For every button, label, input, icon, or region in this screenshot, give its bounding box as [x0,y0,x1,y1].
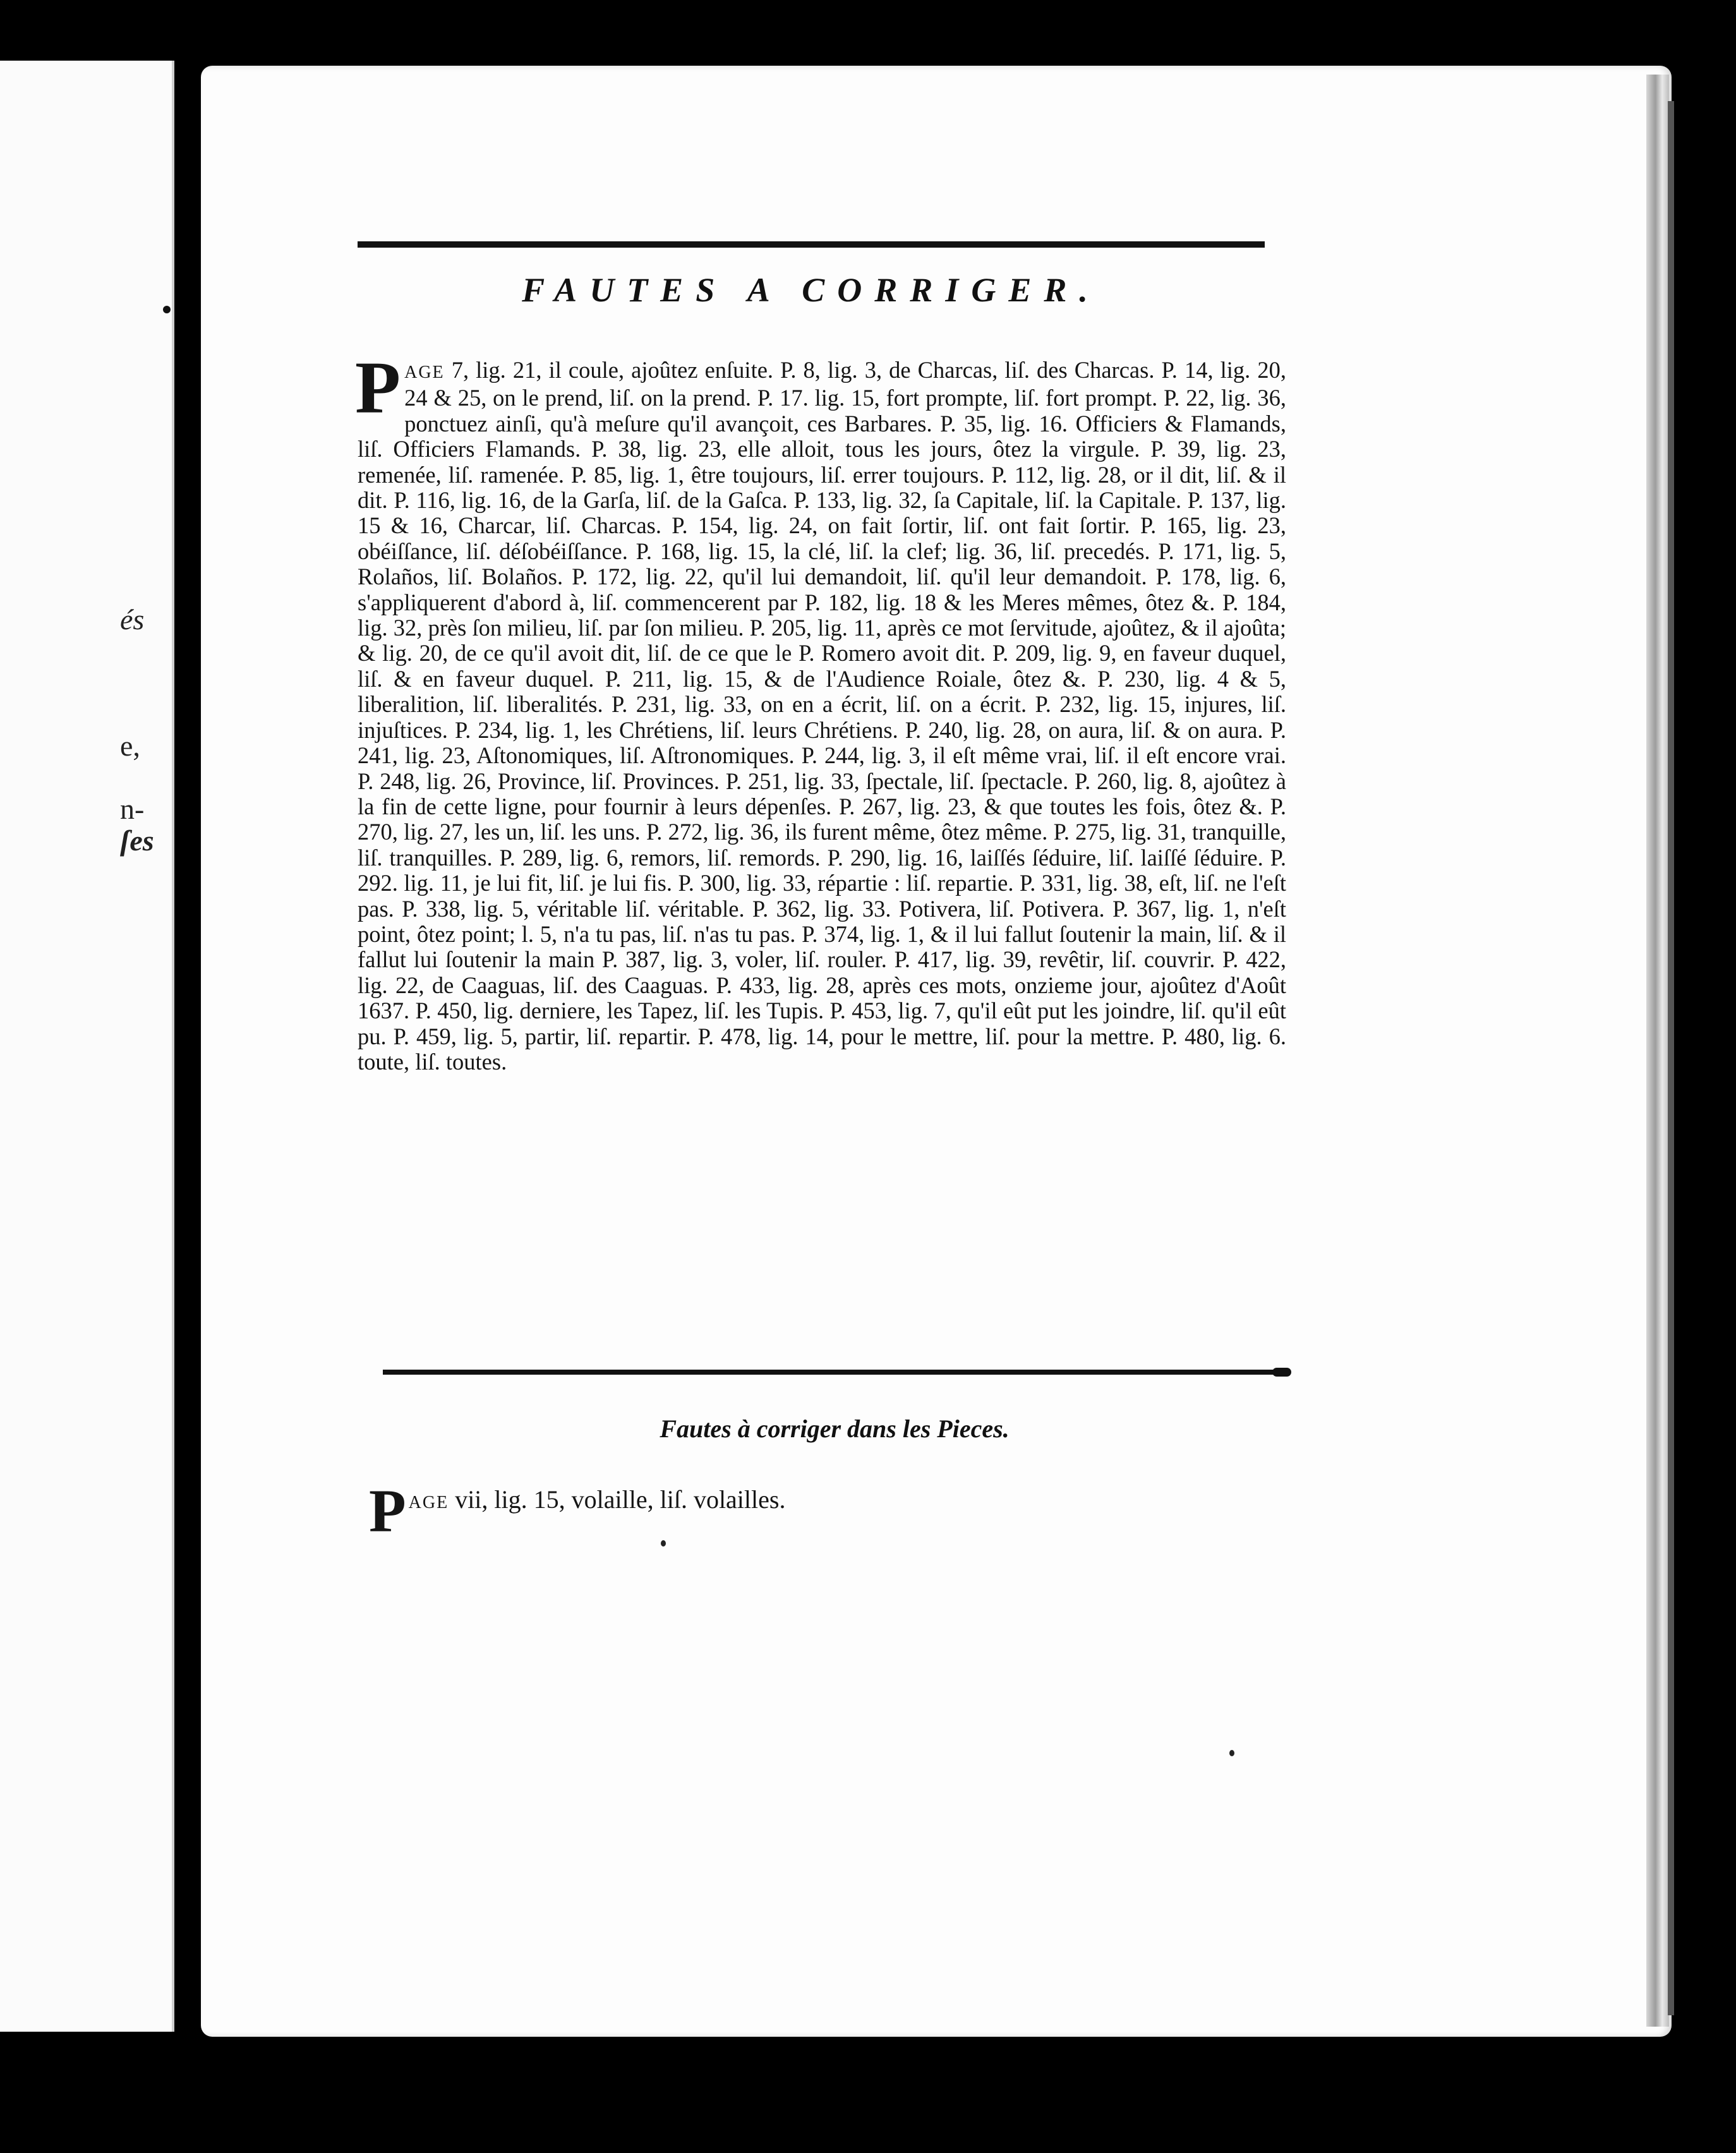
errata-text: 7, lig. 21, il coule, ajoûtez enſuite. P. 8, lig. 3, de Charcas, liſ. des Charcas. P. 14, lig. 20, 24 & 25, on le prend, liſ. on la prend. P. 17. lig. 15, fort prompte, liſ. fort prompt. P. 22, lig. 36, ponctuez ainſi, qu'à meſure qu'il avançoit, ces Barbares. P. 35, lig. 16. Officiers & Flamands, liſ. Officiers Flamands. P. 38, lig. 23, elle alloit, tous les jours, ôtez la virgule. P. 39, lig. 23, remenée, liſ. ramenée. P. 85, lig. 1, être toujours, liſ. errer toujours. P. 112, lig. 28, or il dit, liſ. & il dit. P. 116, lig. 16, de la Garſa, liſ. de la Gaſca. P. 133, lig. 32, ſa Capitale, liſ. la Capitale. P. 137, lig. 15 & 16, Charcar, liſ. Charcas. P. 154, lig. 24, on fait ſortir, liſ. ont fait ſortir. P. 165, lig. 23, obéiſſance, liſ. déſobéiſſance. P. 168, lig. 15, la clé, liſ. la clef; lig. 36, liſ. precedés. P. 171, lig. 5, Rolaños, liſ. Bolaños. P. 172, lig. 22, qu'il lui demandoit, liſ. qu'il leur demandoit. P. 178, lig. 6, s'appliquerent d'abord à, liſ. commencerent par P. 182, lig. 18 & les Meres mêmes, ôtez &. P. 184, lig. 32, près ſon milieu, liſ. par ſon milieu. P. 205, lig. 11, après ce mot ſervitude, ajoûtez, & il ajoûta; & lig. 20, de ce qu'il avoit dit, liſ. de ce que le P. Romero avoit dit. P. 209, lig. 9, en faveur duquel, liſ. & en faveur duquel. P. 211, lig. 15, & de l'Audience Roiale, ôtez &. P. 230, lig. 4 & 5, liberalition, liſ. liberalités. P. 231, lig. 33, on en a écrit, liſ. on a écrit. P. 232, lig. 15, injures, liſ. injuſtices. P. 234, lig. 1, les Chrétiens, liſ. leurs Chrétiens. P. 240, lig. 28, on aura, liſ. & on aura. P. 241, lig. 23, Aſtonomiques, liſ. Aſtronomiques. P. 244, lig. 3, il eſt même vrai, liſ. il eſt encore vrai. P. 248, lig. 26, Province, liſ. Provinces. P. 251, lig. 33, ſpectale, liſ. ſpectacle. P. 260, lig. 8, ajoûtez à la fin de cette ligne, pour fournir à leurs dépenſes. P. 267, lig. 23, & que toutes les fois, ôtez &. P. 270, lig. 27, les un, liſ. les uns. P. 272, lig. 36, ils furent même, ôtez même. P. 275, lig. 31, tranquille, liſ. tranquilles. P. 289, lig. 6, remors, liſ. remords. P. 290, lig. 16, laiſſés ſéduire, liſ. laiſſé ſéduire. P. 292. lig. 11, je lui fit, liſ. je lui fis. P. 300, lig. 33, répartie : liſ. repartie. P. 331, lig. 38, eſt, liſ. ne l'eſt pas. P. 338, lig. 5, véritable liſ. véritable. P. 362, lig. 33. Potivera, liſ. Potivera. P. 367, lig. 1, n'eſt point, ôtez point; l. 5, n'a tu pas, liſ. n'as tu pas. P. 374, lig. 1, & il lui fallut ſoutenir la main, liſ. & il fallut lui ſoutenir la main P. 387, lig. 3, voler, liſ. rouler. P. 417, lig. 39, revêtir, liſ. couvrir. P. 422, lig. 22, de Caaguas, liſ. des Caaguas. P. 433, lig. 28, après ces mots, onzieme jour, ajoûtez d'Août 1637. P. 450, lig. derniere, les Tapez, liſ. les Tupis. P. 453, lig. 7, qu'il eût put les joindre, liſ. qu'il eût pu. P. 459, lig. 5, partir, liſ. repartir. P. 478, lig. 14, pour le mettre, liſ. pour la mettre. P. 480, lig. 6. toute, liſ. toutes. [358,357,1286,1075]
page-edge [1646,75,1669,2027]
small-caps-text: AGE [404,363,445,382]
drop-cap: P [369,1477,406,1545]
page-heading: FAUTES A CORRIGER. [522,271,1100,309]
errata-paragraph [355,346,1286,1330]
drop-cap: P [355,346,401,429]
left-fragment-text: és [120,603,145,636]
left-fragment-text: ſes [120,824,154,857]
pieces-errata-text: vii, lig. 15, volaille, liſ. volailles. [449,1485,786,1514]
small-caps-text: AGE [408,1493,449,1512]
section-heading: Fautes à corriger dans les Pieces. [660,1414,1010,1443]
pieces-errata-paragraph [369,1477,1281,1545]
ink-spot [1229,1750,1234,1756]
left-page-mark [163,306,171,313]
left-fragment-text: e, [120,730,140,762]
left-page-fragment [0,61,174,2032]
page-edge-shadow [1668,101,1674,2015]
section-rule [383,1370,1286,1375]
left-fragment-text: n- [120,793,145,825]
top-rule [358,241,1265,248]
ink-spot [661,1540,666,1547]
